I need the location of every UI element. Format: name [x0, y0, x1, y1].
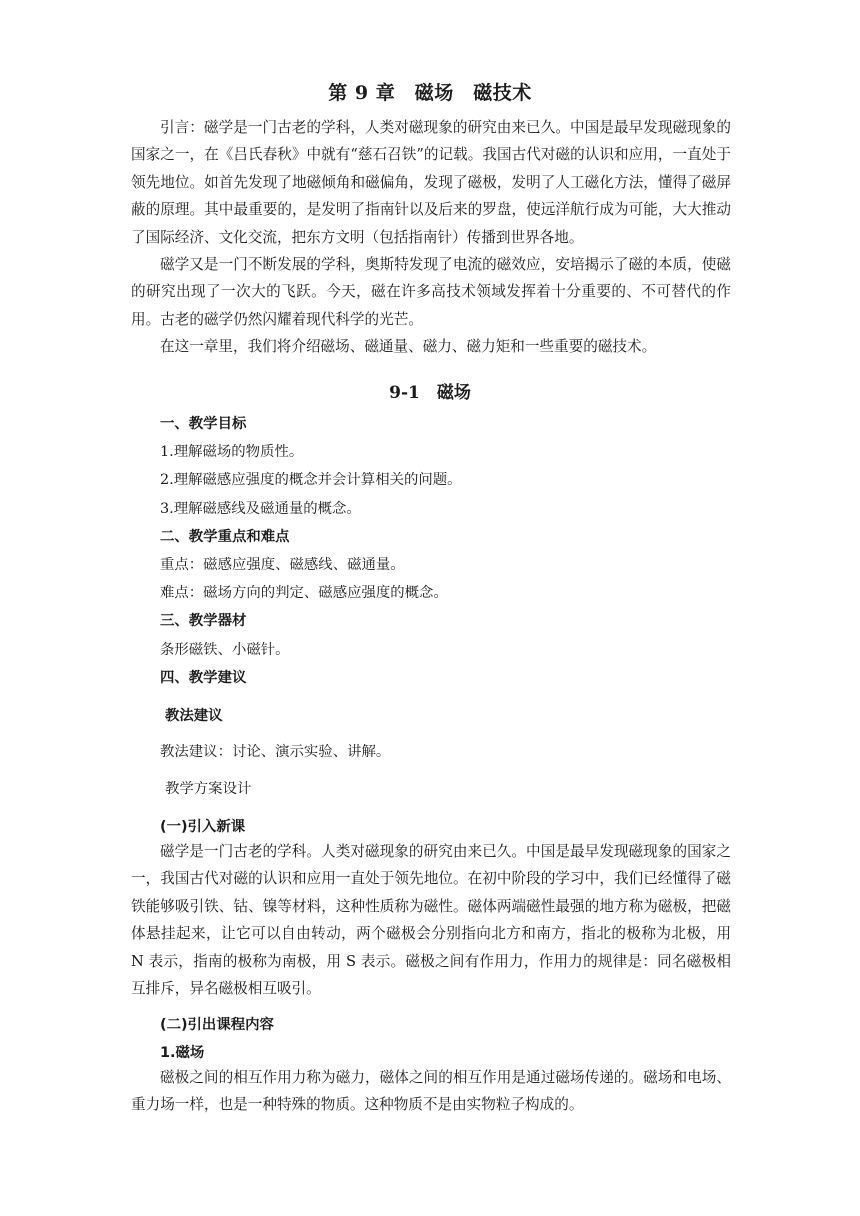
goal-item-1: 1.理解磁场的物质性。: [160, 444, 304, 460]
section-title: 9-1 磁场: [389, 383, 471, 403]
intro-block: [131, 114, 731, 361]
goals-heading: 一、教学目标: [160, 416, 247, 432]
content-heading: (二)引出课程内容: [160, 1017, 274, 1033]
intro-lesson-heading: (一)引入新课: [160, 819, 246, 835]
field-text: 磁极之间的相互作用力称为磁力，磁体之间的相互作用是通过磁场传递的。磁场和电场、重力场一样，也是一种特殊的物质。这种物质不是由实物粒子构成的。: [131, 1069, 731, 1114]
key-points-heading: 二、教学重点和难点: [160, 529, 290, 545]
design-heading: 教学方案设计: [165, 781, 252, 797]
key-focus: 重点：磁感应强度、磁感线、磁通量。: [160, 557, 405, 573]
intro-paragraph-2: 磁学又是一门不断发展的学科，奥斯特发现了电流的磁效应，安培揭示了磁的本质，使磁的研究出现了一次大的飞跃。今天，磁在许多高技术领域发挥着十分重要的、不可替代的作用。古老的磁学仍然闪耀着现代科学的光芒。: [131, 256, 731, 328]
chapter-title: 第 9 章 磁场 磁技术: [328, 82, 532, 104]
lesson-intro-text: 磁学是一门古老的学科。人类对磁现象的研究由来已久。中国是最早发现磁现象的国家之一，我国古代对磁的认识和应用一直处于领先地位。在初中阶段的学习中，我们已经懂得了磁铁能够吸引铁、钴、镍等材料，这种性质称为磁性。磁体两端磁性最强的地方称为磁极，把磁体悬挂起来，让它可以自由转动，两个磁极会分别指向北方和南方，指北的极称为北极，用 N 表示，指南的极称为南极，用 S 表示。磁极之间有作用力，作用力的规律是：同名磁极相互排斥，异名磁极相互吸引。: [131, 843, 731, 998]
intro-paragraph-3: 在这一章里，我们将介绍磁场、磁通量、磁力、磁力矩和一些重要的磁技术。: [160, 338, 657, 356]
field-heading: 1.磁场: [160, 1045, 205, 1061]
goal-item-2: 2.理解磁感应强度的概念并会计算相关的问题。: [160, 472, 462, 488]
field-block: [131, 1064, 731, 1119]
goal-item-3: 3.理解磁感线及磁通量的概念。: [160, 501, 361, 517]
lesson-intro-block: [131, 838, 731, 1002]
key-difficulty: 难点：磁场方向的判定、磁感应强度的概念。: [160, 585, 448, 601]
method-heading: 教法建议: [165, 708, 223, 724]
method-text: 教法建议：讨论、演示实验、讲解。: [160, 744, 391, 760]
equipment-heading: 三、教学器材: [160, 613, 247, 629]
intro-paragraph-1: 引言：磁学是一门古老的学科，人类对磁现象的研究由来已久。中国是最早发现磁现象的国家之一，在《吕氏春秋》中就有“慈石召铁”的记载。我国古代对磁的认识和应用，一直处于领先地位。如首先发现了地磁倾角和磁偏角，发现了磁极，发明了人工磁化方法，懂得了磁屏蔽的原理。其中最重要的，是发明了指南针以及后来的罗盘，使远洋航行成为可能，大大推动了国际经济、文化交流，把东方文明（包括指南针）传播到世界各地。: [131, 119, 731, 246]
suggestions-heading: 四、教学建议: [160, 670, 247, 686]
equipment-items: 条形磁铁、小磁针。: [160, 642, 290, 658]
